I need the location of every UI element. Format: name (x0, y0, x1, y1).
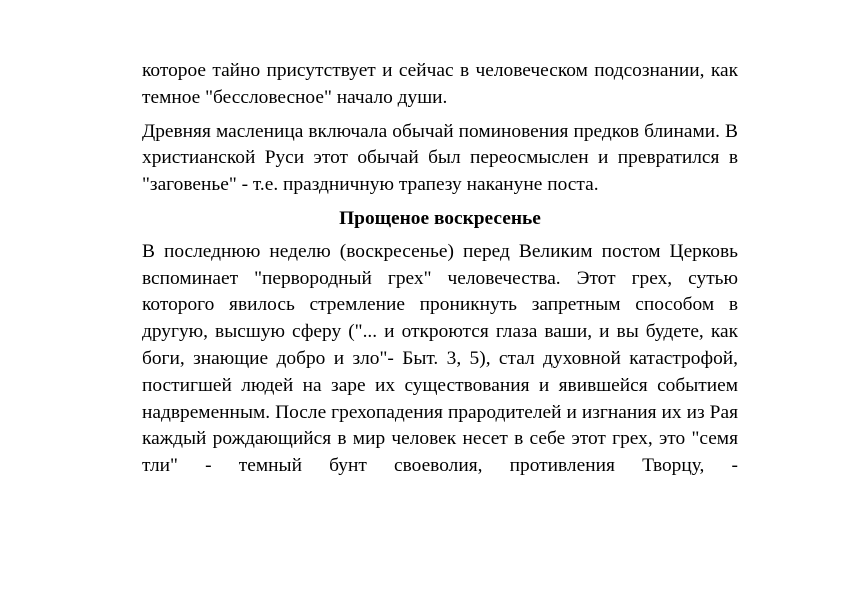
section-heading: Прощеное воскресенье (339, 207, 541, 229)
paragraph-maslenitsa: Древняя масленица включала обычай поминовения предков блинами. В христианской Руси этот обычай был переосмыслен и превратился в "заговенье" - т.е. праздничную трапезу накануне поста. (142, 120, 738, 196)
paragraph-forgiveness-sunday: В последнюю неделю (воскресенье) перед Великим постом Церковь вспоминает "первородный грех" человечества. Этот грех, сутью которого явилось стремление проникнуть запретным способом в другую, высшую сферу ("... и откроются глаза ваши, и вы будете, как боги, знающие добро и зло"- Быт. 3, 5), стал духовной катастрофой, постигшей людей на заре их существования и явившейся событием надвременным. После грехопадения прародителей и изгнания их из Рая каждый рождающийся в мир человек несет в себе этот грех, это "семя тли" - темный бунт своеволия, противления Творцу, - (142, 240, 738, 477)
paragraph-continuation: которое тайно присутствует и сейчас в человеческом подсознании, как темное "бессловесное" начало души. (142, 60, 738, 108)
document-page (142, 58, 738, 480)
